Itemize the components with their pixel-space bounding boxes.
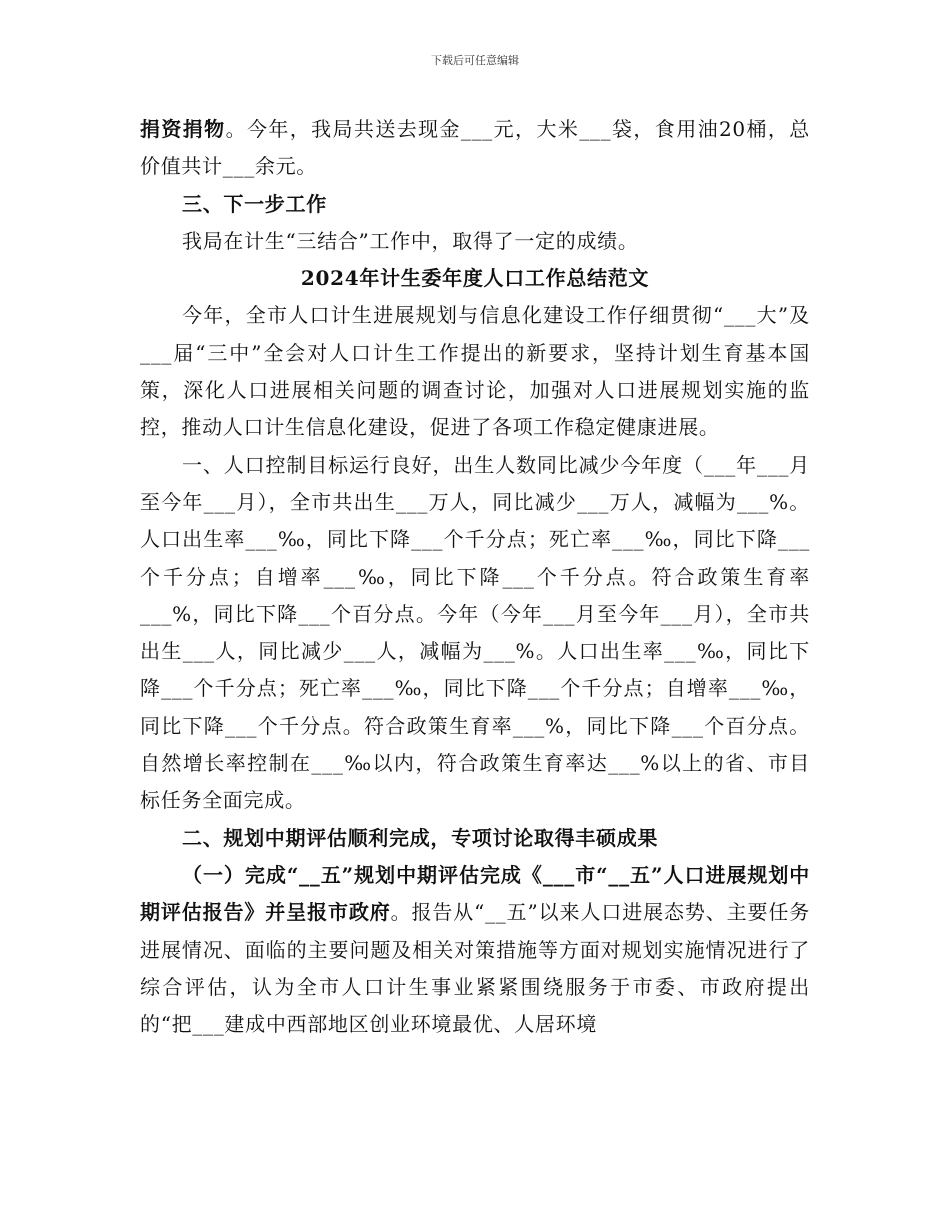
paragraph-intro: 今年，全市人口计生进展规划与信息化建设工作仔细贯彻“___大”及___届“三中”全会对人口计生工作提出的新要求，坚持计划生育基本国策，深化人口进展相关问题的调查讨论，加强对人口进展规划实施的监控，推动人口计生信息化建设，促进了各项工作稳定健康进展。: [140, 303, 810, 440]
paragraph-donation-text: 。今年，我局共送去现金___元，大米___袋，食用油20桶，总价值共计___余元。: [140, 117, 810, 179]
paragraph-evaluation-report-bold: （一）完成“__五”规划中期评估完成《___市“__五”人口进展规划中期评估报告》并呈报市政府: [140, 862, 810, 925]
document-body: [140, 111, 810, 1043]
document-title: 2024年计生委年度人口工作总结范文: [300, 266, 650, 291]
page-header: 下载后可任意编辑: [431, 54, 519, 67]
paragraph-evaluation-report: [140, 857, 810, 1043]
paragraph-evaluation-report-text: 。报告从“__五”以来人口进展态势、主要任务进展情况、面临的主要问题及相关对策措施等方面对规划实施情况进行了综合评估，认为全市人口计生事业紧紧围绕服务于市委、市政府提出的“把___建成中西部地区创业环境最优、人居环境: [140, 900, 810, 1037]
section-heading-mid-term-evaluation: 二、规划中期评估顺利完成，专项讨论取得丰硕成果: [182, 825, 659, 850]
paragraph-population-control: 一、人口控制目标运行良好，出生人数同比减少今年度（___年___月至今年___月），全市共出生___万人，同比减少___万人，减幅为___%。人口出生率___‰，同比下降___个千分点；死亡率___‰，同比下降___个千分点；自增率___‰，同比下降___个千分点。符合政策生育率___%，同比下降___个百分点。今年（今年___月至今年___月），全市共出生___人，同比减少___人，减幅为___%。人口出生率___‰，同比下降___个千分点；死亡率___‰，同比下降___个千分点；自增率___‰，同比下降___个千分点。符合政策生育率___%，同比下降___个百分点。自然增长率控制在___‰以内，符合政策生育率达___%以上的省、市目标任务全面完成。: [140, 452, 810, 813]
paragraph-results: 我局在计生“三结合”工作中，取得了一定的成绩。: [182, 228, 639, 253]
section-heading-next-steps: 三、下一步工作: [182, 191, 327, 216]
paragraph-donation-bold: 捐资捐物: [140, 117, 226, 141]
paragraph-donation: [140, 111, 810, 186]
